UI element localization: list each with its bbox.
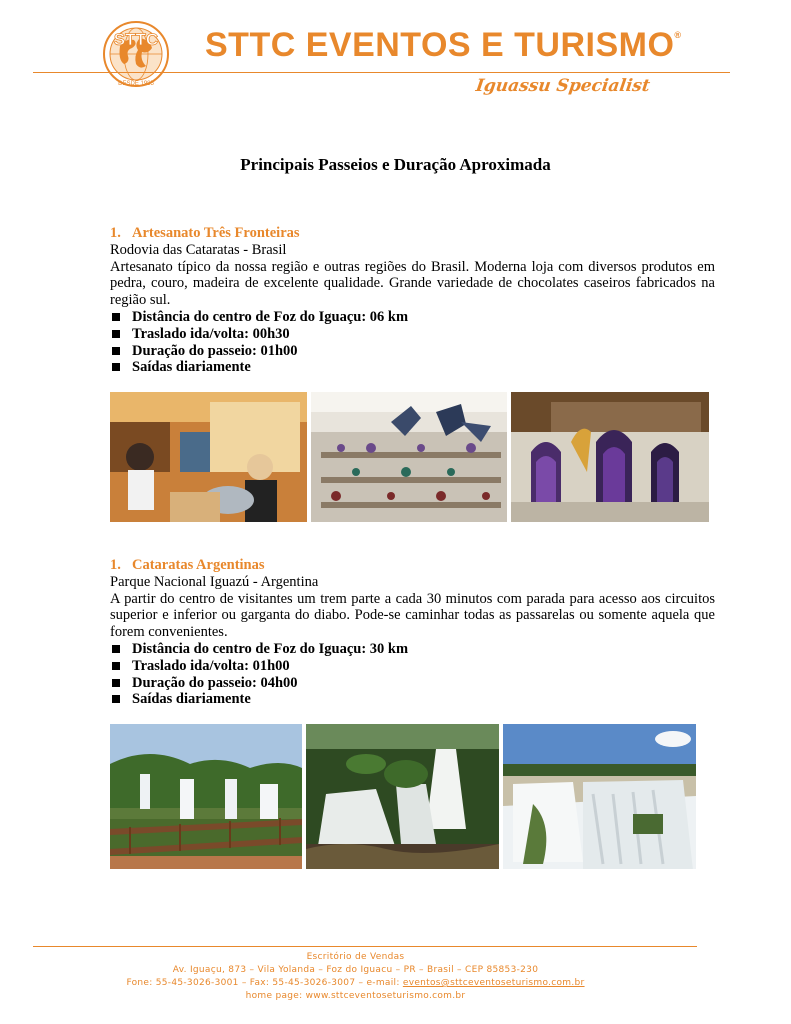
- tour-section-artesanato: [110, 225, 715, 376]
- section-description: Artesanato típico da nossa região e outras regiões do Brasil. Moderna loja com diversos produtos em pedra, couro, madeira de excelente qualidade. Grande variedade de chocolates caseiros fabricados na região sul.: [110, 258, 715, 309]
- falls-walkway-photo: [110, 724, 302, 869]
- detail-transfer: Traslado ida/volta: 01h00: [110, 658, 715, 675]
- page-title: Principais Passeios e Duração Aproximada: [240, 155, 551, 174]
- detail-transfer: Traslado ida/volta: 00h30: [110, 326, 715, 343]
- registered-mark: ®: [674, 30, 682, 40]
- stone-shelves-photo: [311, 392, 507, 522]
- footer-office: Escritório de Vendas: [306, 952, 405, 962]
- section-heading: 1. Artesanato Três Fronteiras: [110, 225, 300, 241]
- section-details-list: [110, 309, 715, 376]
- footer-address: Av. Iguaçu, 873 – Vila Yolanda – Foz do Iguacu – PR – Brasil – CEP 85853-230: [172, 965, 539, 975]
- detail-distance: Distância do centro de Foz do Iguaçu: 30 km: [110, 641, 715, 658]
- footer: [0, 951, 711, 1003]
- header-divider: [33, 72, 730, 73]
- detail-duration: Duração do passeio: 01h00: [110, 343, 715, 360]
- brand-name: STTC EVENTOS E TURISMO®: [205, 26, 682, 64]
- footer-divider: [33, 946, 697, 947]
- logo-letters: STTC: [113, 30, 159, 49]
- footer-email-link[interactable]: eventos@sttceventoseturismo.com.br: [402, 978, 585, 988]
- section-location: Parque Nacional Iguazú - Argentina: [110, 573, 319, 590]
- photo-strip-cataratas: [110, 724, 696, 869]
- devils-throat-photo: [503, 724, 696, 869]
- footer-contacts: Fone: 55-45-3026-3001 – Fax: 55-45-3026-3007 – e-mail: eventos@sttceventoseturismo.com.br: [126, 978, 585, 988]
- detail-distance: Distância do centro de Foz do Iguaçu: 06 km: [110, 309, 715, 326]
- detail-duration: Duração do passeio: 04h00: [110, 675, 715, 692]
- section-heading: 1. Cataratas Argentinas: [110, 557, 265, 573]
- letterhead: [0, 0, 791, 100]
- tagline: Iguassu Specialist: [474, 76, 652, 96]
- falls-canyon-photo: [306, 724, 499, 869]
- detail-departures: Saídas diariamente: [110, 691, 715, 708]
- section-details-list: [110, 641, 715, 708]
- tour-section-cataratas: [110, 557, 715, 708]
- shop-interior-photo: [110, 392, 307, 522]
- logo-since: DESDE 1985: [118, 81, 154, 87]
- footer-homepage[interactable]: home page: www.sttceventoseturismo.com.br: [245, 991, 466, 1001]
- amethyst-geodes-photo: [511, 392, 709, 522]
- photo-strip-artesanato: [110, 392, 710, 522]
- section-description: A partir do centro de visitantes um trem parte a cada 30 minutos com parada para acesso aos circuitos superior e inferior ou garganta do diabo. Pode-se caminhar todas as passarelas ou somente aquela que forem convenientes.: [110, 590, 715, 641]
- sttc-globe-logo: [100, 18, 172, 90]
- detail-departures: Saídas diariamente: [110, 359, 715, 376]
- section-location: Rodovia das Cataratas - Brasil: [110, 241, 287, 258]
